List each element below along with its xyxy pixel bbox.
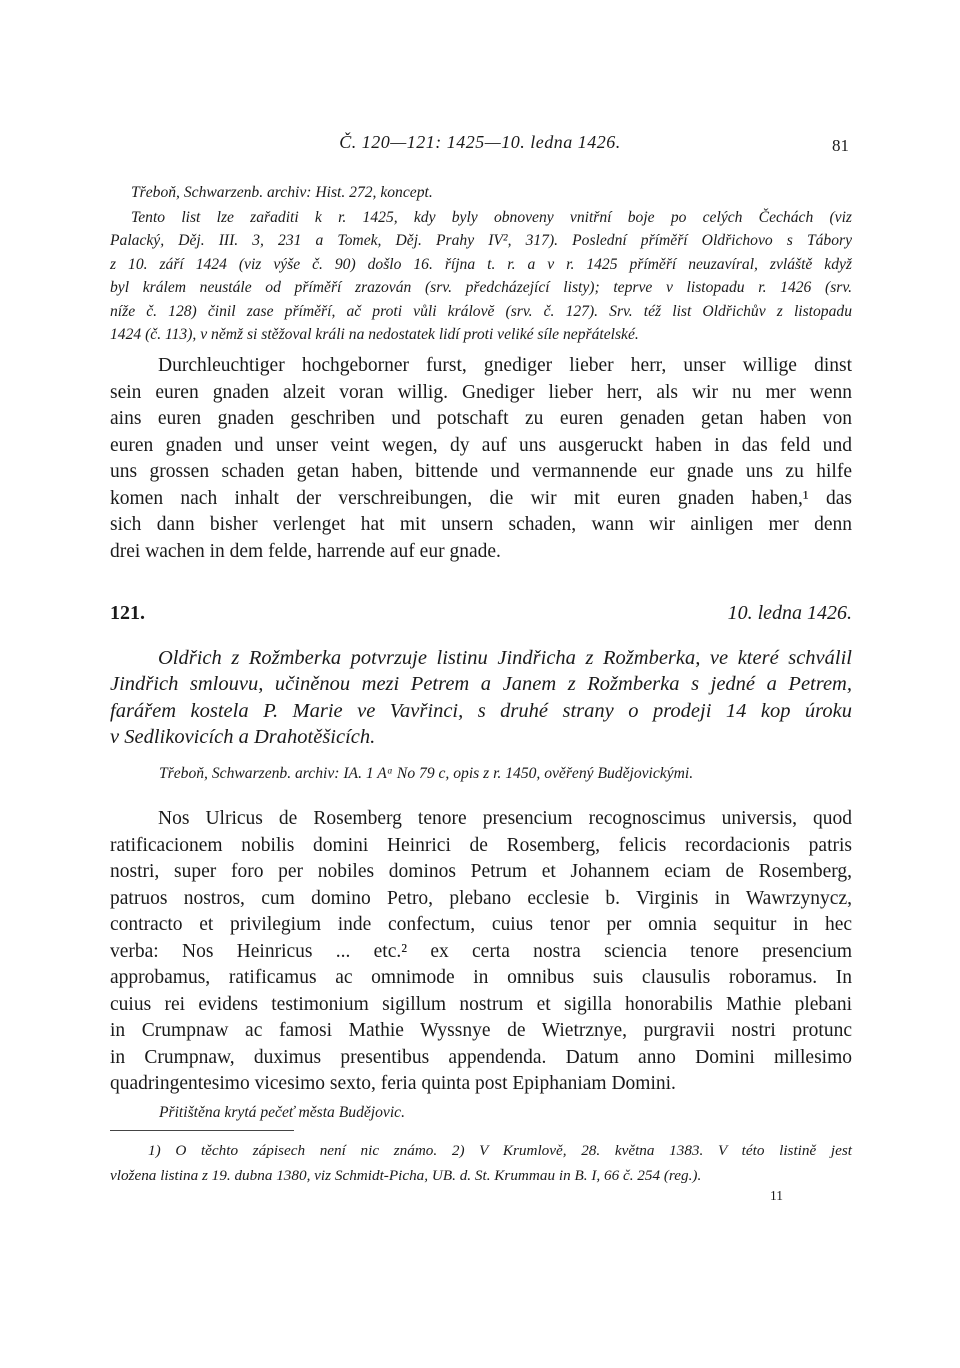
- text-line: uns grossen schaden getan haben, bittende und vermannende eur gnade uns zu hilfe: [110, 461, 852, 482]
- footnote-rule: [110, 1130, 294, 1131]
- text-line: Nos Ulricus de Rosemberg tenore presencium recognoscimus universis, quod: [158, 808, 852, 829]
- text-line: sein euren gnaden alzeit voran willig. Gnediger lieber herr, als wir nu mer wenn: [110, 381, 852, 403]
- text-line: in Crumpnaw, duximus presentibus appendenda. Datum anno Domini millesimo: [110, 1046, 852, 1068]
- commentary-120: [110, 206, 852, 346]
- text-line: drei wachen in dem felde, harrende auf eur gnade.: [110, 540, 501, 562]
- regest-line: Oldřich z Rožmberka potvrzuje listinu Jindřicha z Rožmberka, ve které schválil: [158, 647, 852, 669]
- text-line: contracto et privilegium inde confectum, cuius tenor per omnia sequitur in hec: [110, 914, 852, 935]
- text-line: euren gnaden und unser veint wegen, dy auf uns ausgeruckt haben in das feld und: [110, 434, 852, 456]
- text-line: quadringentesimo vicesimo sexto, feria quinta post Epiphaniam Domini.: [110, 1073, 676, 1094]
- regest-line: farářem kostela P. Marie ve Vavřinci, s druhé strany o prodeji 14 kop úroku: [110, 699, 852, 722]
- footnote-line: 1) O těchto zápisech není nic známo. 2) V Krumlově, 28. května 1383. V této listině jest: [148, 1142, 852, 1159]
- text-line: komen nach inhalt der verschreibungen, die wir mit euren gnaden haben,¹ das: [110, 487, 852, 509]
- commentary-line: byl králem neustále od příměří zrazován (srv. předcházející listy); teprve v listopadu r. 1426 (srv.: [110, 279, 852, 297]
- text-line: sich dann bisher verlenget hat mit unsern schaden, wann wir ainligen mer denn: [110, 514, 852, 535]
- text-120: [110, 353, 852, 565]
- commentary-line: níže č. 128) činil zase příměří, ač proti vůli královĕ (srv. č. 127). Srv. též list Oldřichův z listopadu: [110, 302, 852, 320]
- text-line: patruos nostros, cum domino Petro, plebano ecclesie b. Virginis in Wawrzynycz,: [110, 887, 852, 909]
- commentary-line: Palacký, Děj. III. 3, 231 a Tomek, Děj. Prahy IV², 317). Poslední příměří Oldřichovo s Tábory: [110, 232, 852, 250]
- document-date: 10. ledna 1426.: [727, 602, 852, 624]
- seal-note: Přitištěna krytá pečeť města Budějovic.: [159, 1104, 405, 1121]
- text-line: Durchleuchtiger hochgeborner furst, gnediger lieber herr, unser willige dinst: [158, 355, 852, 376]
- text-line: in Crumpnaw ac famosi Mathie Wyssnye de Wietrznye, purgravii nostri protunc: [110, 1020, 852, 1041]
- signature-mark: 11: [770, 1188, 783, 1203]
- page-number: 81: [832, 136, 849, 155]
- text-line: cuius rei evidens testimonium sigillum nostrum et sigilla honorabilis Mathie plebani: [110, 993, 852, 1015]
- regest-line: v Sedlikovicích a Drahotěšicích.: [110, 725, 376, 748]
- archive-note-121: Třeboň, Schwarzenb. archiv: IA. 1 Aᵅ No 79 c, opis z r. 1450, ověřený Budějovickými.: [159, 765, 694, 782]
- regest-121: [110, 645, 852, 750]
- text-121: [110, 806, 852, 1098]
- text-line: ains euren gnaden geschriben und potschaft zu euren genaden getan haben von: [110, 408, 852, 429]
- running-header: Č. 120—121: 1425—10. ledna 1426.: [339, 132, 621, 152]
- footnote-line: vložena listina z 19. dubna 1380, viz Schmidt-Picha, UB. d. St. Krummau in B. I, 66 č. 254 (reg.).: [110, 1167, 702, 1184]
- regest-line: Jindřich smlouvu, učiněnou mezi Petrem a Janem z Rožmberka s jedné a Petrem,: [110, 673, 852, 696]
- archive-note-120: Třeboň, Schwarzenb. archiv: Hist. 272, koncept.: [131, 184, 433, 201]
- text-line: approbamus, ratificamus ac omnimode in omnibus suis clausulis roboramus. In: [110, 967, 852, 988]
- text-line: verba: Nos Heinricus ... etc.² ex certa nostra sciencia tenore presencium: [110, 940, 852, 962]
- text-line: nostri, super foro per nobiles dominos Petrum et Johannem eciam de Rosemberg,: [110, 861, 852, 882]
- commentary-line: z 10. září 1424 (viz výše č. 90) došlo 16. října t. r. a v r. 1425 příměří neuzavíral, zvláště když: [110, 255, 852, 273]
- commentary-line: 1424 (č. 113), v němž si stěžoval králi na nedostatek lidí proti veliké síle nepřátelské.: [110, 326, 639, 344]
- footnotes: [110, 1138, 852, 1188]
- text-line: ratificacionem nobilis domini Heinrici de Rosemberg, felicis recordacionis patris: [110, 834, 852, 856]
- document-number: 121.: [110, 602, 145, 624]
- commentary-line: Tento list lze zařaditi k r. 1425, kdy byly obnoveny vnitřní boje po celých Čechách (viz: [131, 209, 852, 226]
